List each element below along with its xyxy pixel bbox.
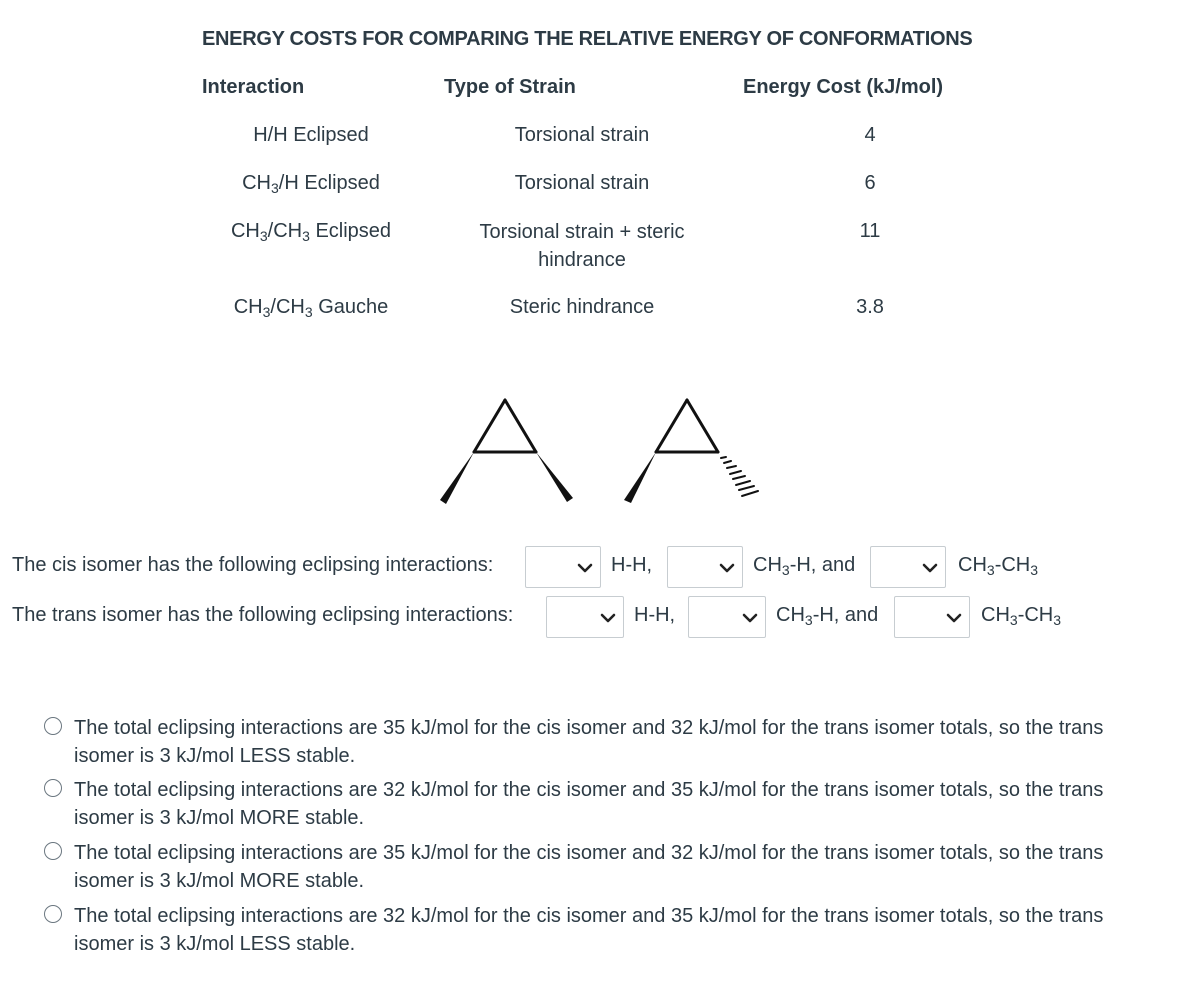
chevron-down-icon — [742, 610, 758, 626]
cis-cyclopropane-structure — [440, 400, 573, 504]
chevron-down-icon — [600, 610, 616, 626]
header-energy-cost: Energy Cost (kJ/mol) — [743, 76, 944, 98]
header-type-of-strain: Type of Strain — [444, 76, 576, 98]
row-3-energy: 11 — [859, 220, 881, 242]
cis-ch3h-select[interactable] — [667, 546, 743, 588]
answer-option-2-text: The total eclipsing interactions are 32 kJ/mol for the cis isomer and 35 kJ/mol for the trans isomer totals, so the trans isomer is 3 kJ/mol MORE stable. — [74, 779, 1104, 829]
answer-option-1[interactable] — [44, 714, 1154, 774]
row-3-type: Torsional strain + steric hindrance — [479, 221, 685, 271]
radio-button[interactable] — [44, 779, 62, 797]
trans-ch3ch3-label: $CH_3-CH_3$ — [981, 604, 1062, 628]
radio-button[interactable] — [44, 842, 62, 860]
cis-ch3ch3-label: $CH_3-CH_3$ — [958, 554, 1039, 578]
cis-hh-label: H-H, — [611, 554, 653, 576]
trans-ch3h-select[interactable] — [688, 596, 766, 638]
answer-option-3-text: The total eclipsing interactions are 35 kJ/mol for the cis isomer and 32 kJ/mol for the trans isomer totals, so the trans isomer is 3 kJ/mol MORE stable. — [74, 842, 1104, 892]
row-1-interaction: H/H Eclipsed — [253, 124, 369, 146]
chevron-down-icon — [922, 560, 938, 576]
cis-hh-select[interactable] — [525, 546, 601, 588]
trans-question-label: The trans isomer has the following eclipsing interactions: — [12, 604, 514, 626]
row-4-type: Steric hindrance — [509, 296, 655, 318]
cis-ch3h-label: $CH_3-H$, and — [753, 554, 856, 578]
trans-ch3ch3-select[interactable] — [894, 596, 970, 638]
row-1-energy: 4 — [864, 124, 876, 146]
trans-ch3h-label: $CH_3-H$, and — [776, 604, 879, 628]
chevron-down-icon — [577, 560, 593, 576]
row-4-interaction: $CH_3/CH_3$ Gauche — [233, 296, 389, 320]
cis-question-label: The cis isomer has the following eclipsing interactions: — [12, 554, 494, 576]
trans-hh-select[interactable] — [546, 596, 624, 638]
radio-button[interactable] — [44, 717, 62, 735]
row-2-energy: 6 — [864, 172, 876, 194]
chevron-down-icon — [719, 560, 735, 576]
answer-option-3[interactable] — [44, 839, 1154, 899]
radio-button[interactable] — [44, 905, 62, 923]
trans-hh-label: H-H, — [634, 604, 676, 626]
row-1-type: Torsional strain — [514, 124, 650, 146]
cis-ch3ch3-select[interactable] — [870, 546, 946, 588]
answer-option-4-text: The total eclipsing interactions are 32 kJ/mol for the cis isomer and 35 kJ/mol for the trans isomer totals, so the trans isomer is 3 kJ/mol LESS stable. — [74, 905, 1104, 955]
answer-option-2[interactable] — [44, 776, 1154, 836]
header-interaction: Interaction — [202, 76, 305, 98]
trans-cyclopropane-structure — [624, 400, 758, 503]
row-3-interaction: $CH_3/CH_3$ Eclipsed — [230, 220, 392, 244]
row-2-interaction: $CH_3/H$ Eclipsed — [242, 172, 380, 196]
table-title: ENERGY COSTS FOR COMPARING THE RELATIVE ENERGY OF CONFORMATIONS — [202, 28, 973, 50]
row-2-type: Torsional strain — [514, 172, 650, 194]
answer-option-4[interactable] — [44, 902, 1154, 962]
answer-option-1-text: The total eclipsing interactions are 35 kJ/mol for the cis isomer and 32 kJ/mol for the trans isomer totals, so the trans isomer is 3 kJ/mol LESS stable. — [74, 717, 1104, 767]
chevron-down-icon — [946, 610, 962, 626]
row-4-energy: 3.8 — [856, 296, 884, 318]
